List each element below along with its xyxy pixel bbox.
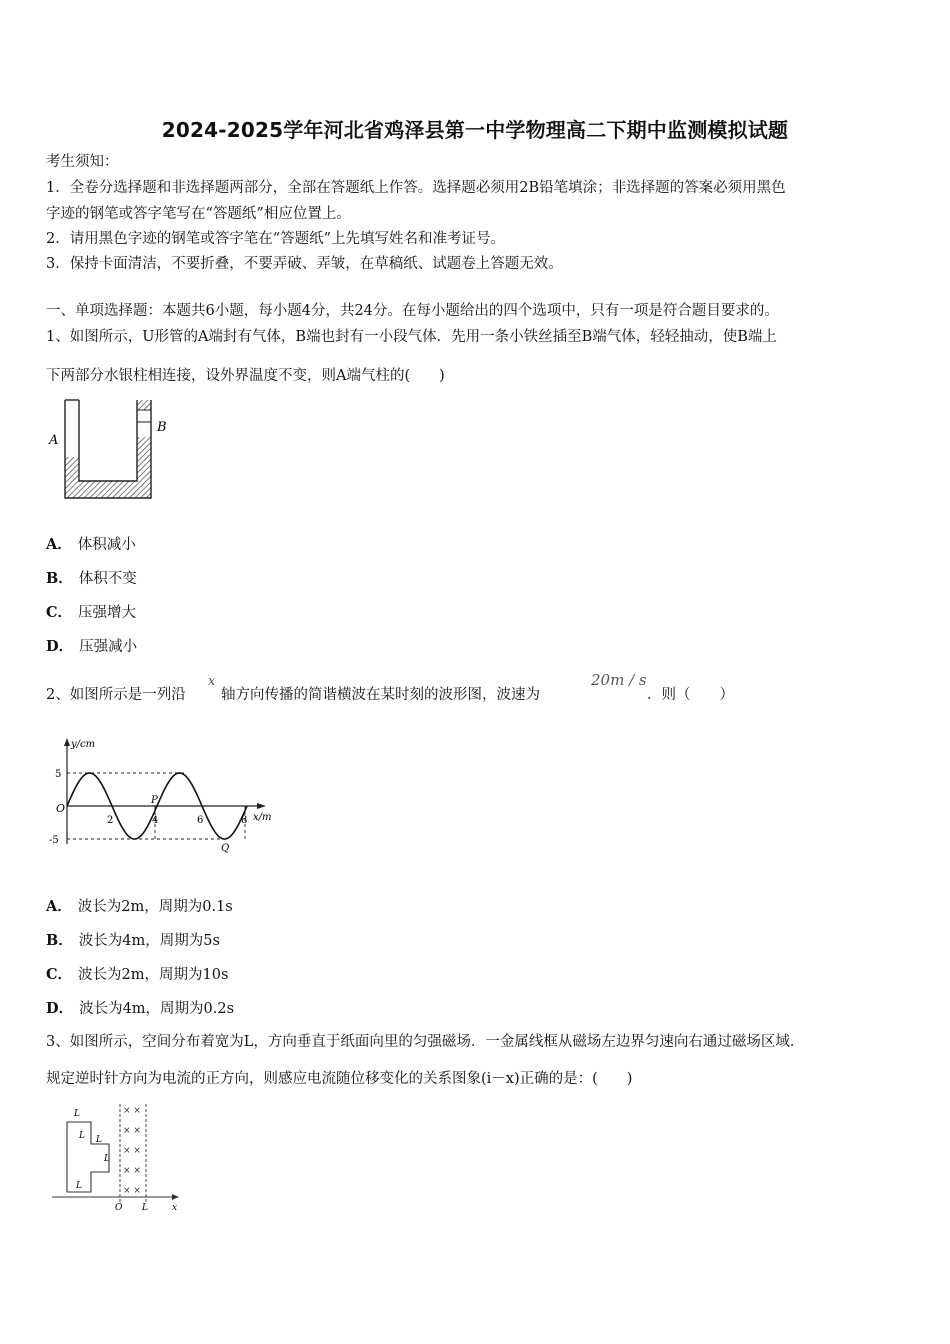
label-b: B: [157, 420, 167, 435]
label-bottom-l: L: [76, 1181, 82, 1191]
mercury-top-b: [137, 400, 151, 410]
q2-option-b[interactable]: B． 波长为4m，周期为5s: [46, 932, 220, 949]
label-mid-l: L: [79, 1131, 85, 1141]
svg-text:× ×: × ×: [123, 1106, 141, 1116]
x-tick-2: 2: [107, 815, 114, 826]
notice-line-2: 2．请用黑色字迹的钢笔或答字笔在“答题纸”上先填写姓名和准考证号。: [46, 231, 506, 247]
field-crosses: [123, 1106, 141, 1196]
wave-figure: [45, 732, 280, 857]
q2-text-b: 轴方向传播的简谐横波在某时刻的波形图，波速为: [221, 687, 540, 703]
q2-option-c[interactable]: C． 波长为2m，周期为10s: [46, 966, 229, 983]
metal-frame: [67, 1122, 109, 1192]
q1-option-b[interactable]: B． 体积不变: [46, 570, 137, 587]
axis-l: L: [142, 1203, 148, 1213]
notice-line-1b: 字迹的钢笔或答字笔写在“答题纸”相应位置上。: [46, 206, 351, 222]
q2-speed: 20m / s: [591, 671, 647, 689]
point-p-label: P: [151, 795, 158, 806]
point-q-label: Q: [221, 843, 230, 854]
y-tick-top: 5: [55, 769, 62, 780]
u-tube-figure: [45, 395, 175, 505]
origin-label: O: [56, 802, 66, 815]
q2-text-c: ．则（ ）: [647, 687, 734, 703]
q1-option-d[interactable]: D． 压强减小: [46, 638, 138, 655]
x-tick-6: 6: [197, 815, 204, 826]
svg-text:× ×: × ×: [123, 1126, 141, 1136]
notice-line-3: 3．保持卡面清洁，不要折叠，不要弄破、弄皱，在草稿纸、试题卷上答题无效。: [46, 256, 563, 272]
magnetic-field-figure: [48, 1100, 188, 1215]
tube-inner: [79, 400, 137, 481]
notice-line-1: 1．全卷分选择题和非选择题两部分，全部在答题纸上作答。选择题必须用2B铅笔填涂；非选择题的答案必须用黑色: [46, 180, 786, 196]
notice-heading: 考生须知：: [46, 154, 119, 170]
x-axis-label: x/m: [253, 812, 272, 823]
q1-text-line-2: 下两部分水银柱相连接，设外界温度不变，则A端气柱的( ): [46, 368, 445, 384]
axis-x: x: [172, 1203, 178, 1213]
q2-text-a: 2、如图所示是一列沿: [46, 687, 186, 703]
q1-option-c[interactable]: C． 压强增大: [46, 604, 137, 621]
label-right-l: L: [104, 1154, 110, 1164]
x-tick-8: 8: [241, 815, 248, 826]
label-a: A: [49, 433, 59, 448]
svg-text:× ×: × ×: [123, 1186, 141, 1196]
q3-text-line-1: 3、如图所示，空间分布着宽为L，方向垂直于纸面向里的匀强磁场．一金属线框从磁场左边界匀速向右通过磁场区域．: [46, 1034, 805, 1050]
q1-text-line-1: 1、如图所示，U形管的A端封有气体，B端也封有一小段气体．先用一条小铁丝插至B端气体，轻轻抽动，使B端上: [46, 329, 777, 345]
q1-option-a[interactable]: A． 体积减小: [46, 536, 136, 553]
svg-text:× ×: × ×: [123, 1146, 141, 1156]
q2-option-a[interactable]: A． 波长为2m，周期为0.1s: [46, 898, 233, 915]
mercury-column: [65, 437, 151, 498]
q2-option-d[interactable]: D． 波长为4m，周期为0.2s: [46, 1000, 235, 1017]
svg-text:× ×: × ×: [123, 1166, 141, 1176]
x-tick-4: 4: [152, 815, 159, 826]
label-top-l: L: [74, 1109, 80, 1119]
y-axis-label: y/cm: [71, 739, 96, 750]
origin-o: O: [115, 1203, 123, 1213]
q3-text-line-2: 规定逆时针方向为电流的正方向，则感应电流随位移变化的关系图象(i－x)正确的是：( ): [46, 1071, 633, 1087]
section-heading: 一、单项选择题：本题共6小题，每小题4分，共24分。在每小题给出的四个选项中，只有一项是符合题目要求的。: [46, 303, 779, 319]
y-tick-bottom: -5: [49, 835, 59, 846]
q2-var-x: x: [208, 674, 216, 689]
label-step-l: L: [96, 1135, 102, 1145]
page-title: 2024-2025学年河北省鸡泽县第一中学物理高二下期中监测模拟试题: [161, 118, 789, 142]
